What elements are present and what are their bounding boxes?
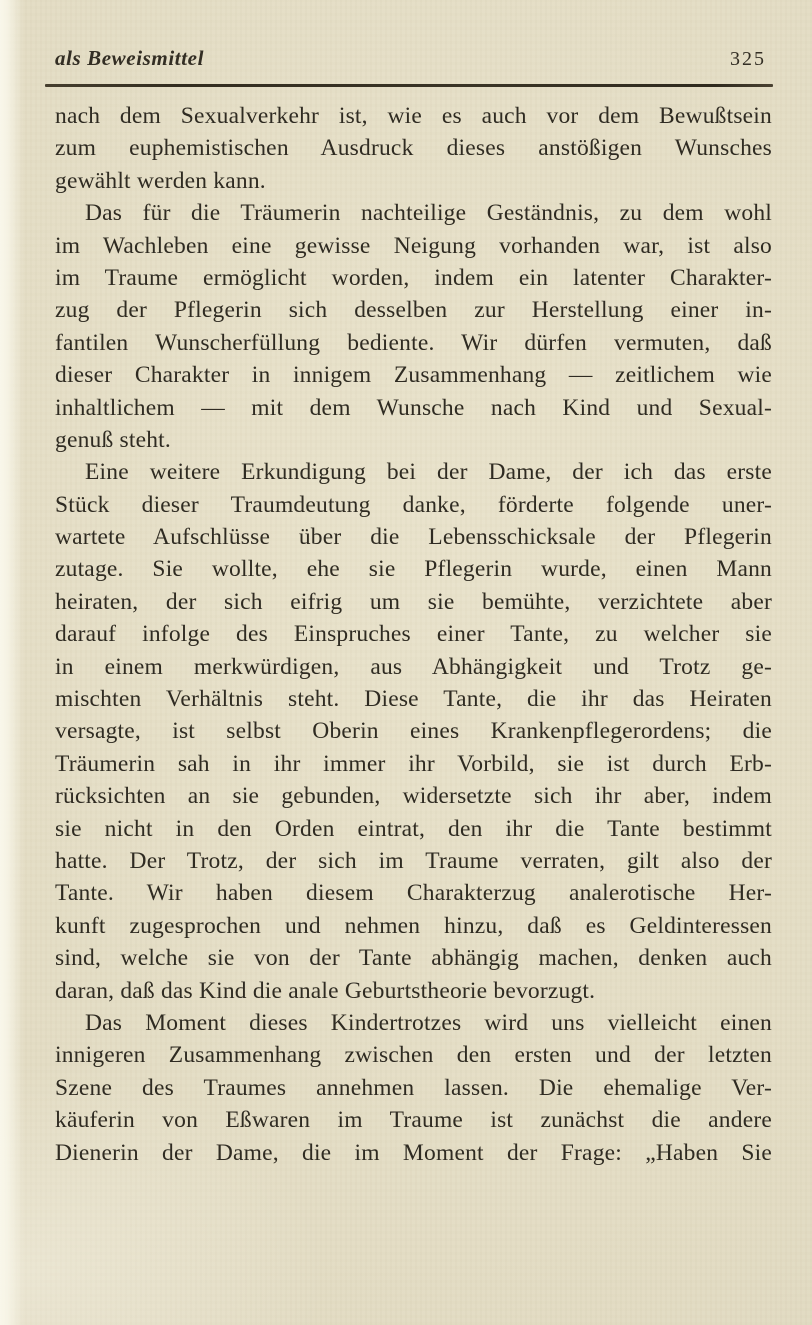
text-line: Eine weitere Erkundigung bei der Dame, der ich das erste bbox=[85, 459, 772, 486]
text-line: nach dem Sexualverkehr ist, wie es auch vor dem Bewußtsein bbox=[55, 103, 772, 129]
text-line: rücksichten an sie gebunden, widersetzte sich ihr aber, indem bbox=[55, 783, 772, 810]
text-line: Szene des Traumes annehmen lassen. Die ehemalige Ver- bbox=[55, 1074, 772, 1101]
page-header bbox=[55, 46, 772, 71]
text-line: sie nicht in den Orden eintrat, den ihr die Tante bestimmt bbox=[55, 815, 772, 842]
text-line: Das Moment dieses Kindertrotzes wird uns vielleicht einen bbox=[85, 1009, 772, 1036]
text-line: im Traume ermöglicht worden, indem ein latenter Charakter- bbox=[55, 264, 772, 291]
text-line: wartete Aufschlüsse über die Lebensschicksale der Pflegerin bbox=[55, 524, 772, 551]
text-line: sind, welche sie von der Tante abhängig machen, denken auch bbox=[55, 945, 772, 972]
page-body bbox=[55, 100, 772, 1169]
text-line: genuß steht. bbox=[55, 426, 171, 453]
text-line: Träumerin sah in ihr immer ihr Vorbild, sie ist durch Erb- bbox=[55, 750, 772, 777]
page-number: 325 bbox=[730, 48, 766, 70]
text-line: Tante. Wir haben diesem Charakterzug analerotische Her- bbox=[55, 880, 772, 907]
text-line: daran, daß das Kind die anale Geburtstheorie bevorzugt. bbox=[55, 977, 596, 1004]
text-line: zug der Pflegerin sich desselben zur Herstellung einer in- bbox=[55, 297, 772, 324]
text-line: kunft zugesprochen und nehmen hinzu, daß es Geldinteressen bbox=[55, 912, 772, 939]
text-line: heiraten, der sich eifrig um sie bemühte, verzichtete aber bbox=[55, 588, 772, 615]
text-line: zutage. Sie wollte, ehe sie Pflegerin wurde, einen Mann bbox=[55, 556, 772, 583]
text-line: Stück dieser Traumdeutung danke, förderte folgende uner- bbox=[55, 491, 772, 518]
text-line: käuferin von Eßwaren im Traume ist zunächst die andere bbox=[55, 1107, 772, 1134]
text-line: mischten Verhältnis steht. Diese Tante, die ihr das Heiraten bbox=[55, 686, 772, 713]
text-line: darauf infolge des Einspruches einer Tante, zu welcher sie bbox=[55, 621, 772, 648]
text-line: innigeren Zusammenhang zwischen den ersten und der letzten bbox=[55, 1042, 772, 1069]
header-rule bbox=[45, 84, 773, 87]
text-line: fantilen Wunscherfüllung bediente. Wir dürfen vermuten, daß bbox=[55, 329, 772, 356]
text-line: in einem merkwürdigen, aus Abhängigkeit und Trotz ge- bbox=[55, 653, 772, 680]
text-line: dieser Charakter in innigem Zusammenhang — zeitlichem wie bbox=[55, 362, 772, 389]
text-line: zum euphemistischen Ausdruck dieses anstößigen Wunsches bbox=[55, 135, 772, 162]
running-title: als Beweismittel bbox=[55, 46, 205, 70]
text-line: im Wachleben eine gewisse Neigung vorhanden war, ist also bbox=[55, 232, 772, 259]
text-line: hatte. Der Trotz, der sich im Traume verraten, gilt also der bbox=[55, 847, 772, 874]
text-line: inhaltlichem — mit dem Wunsche nach Kind und Sexual- bbox=[55, 394, 772, 421]
text-line: gewählt werden kann. bbox=[55, 167, 266, 194]
text-line: Dienerin der Dame, die im Moment der Frage: „Haben Sie bbox=[55, 1139, 772, 1166]
text-line: versagte, ist selbst Oberin eines Krankenpflegerordens; die bbox=[55, 718, 772, 745]
text-line: Das für die Träumerin nachteilige Geständnis, zu dem wohl bbox=[85, 200, 772, 227]
